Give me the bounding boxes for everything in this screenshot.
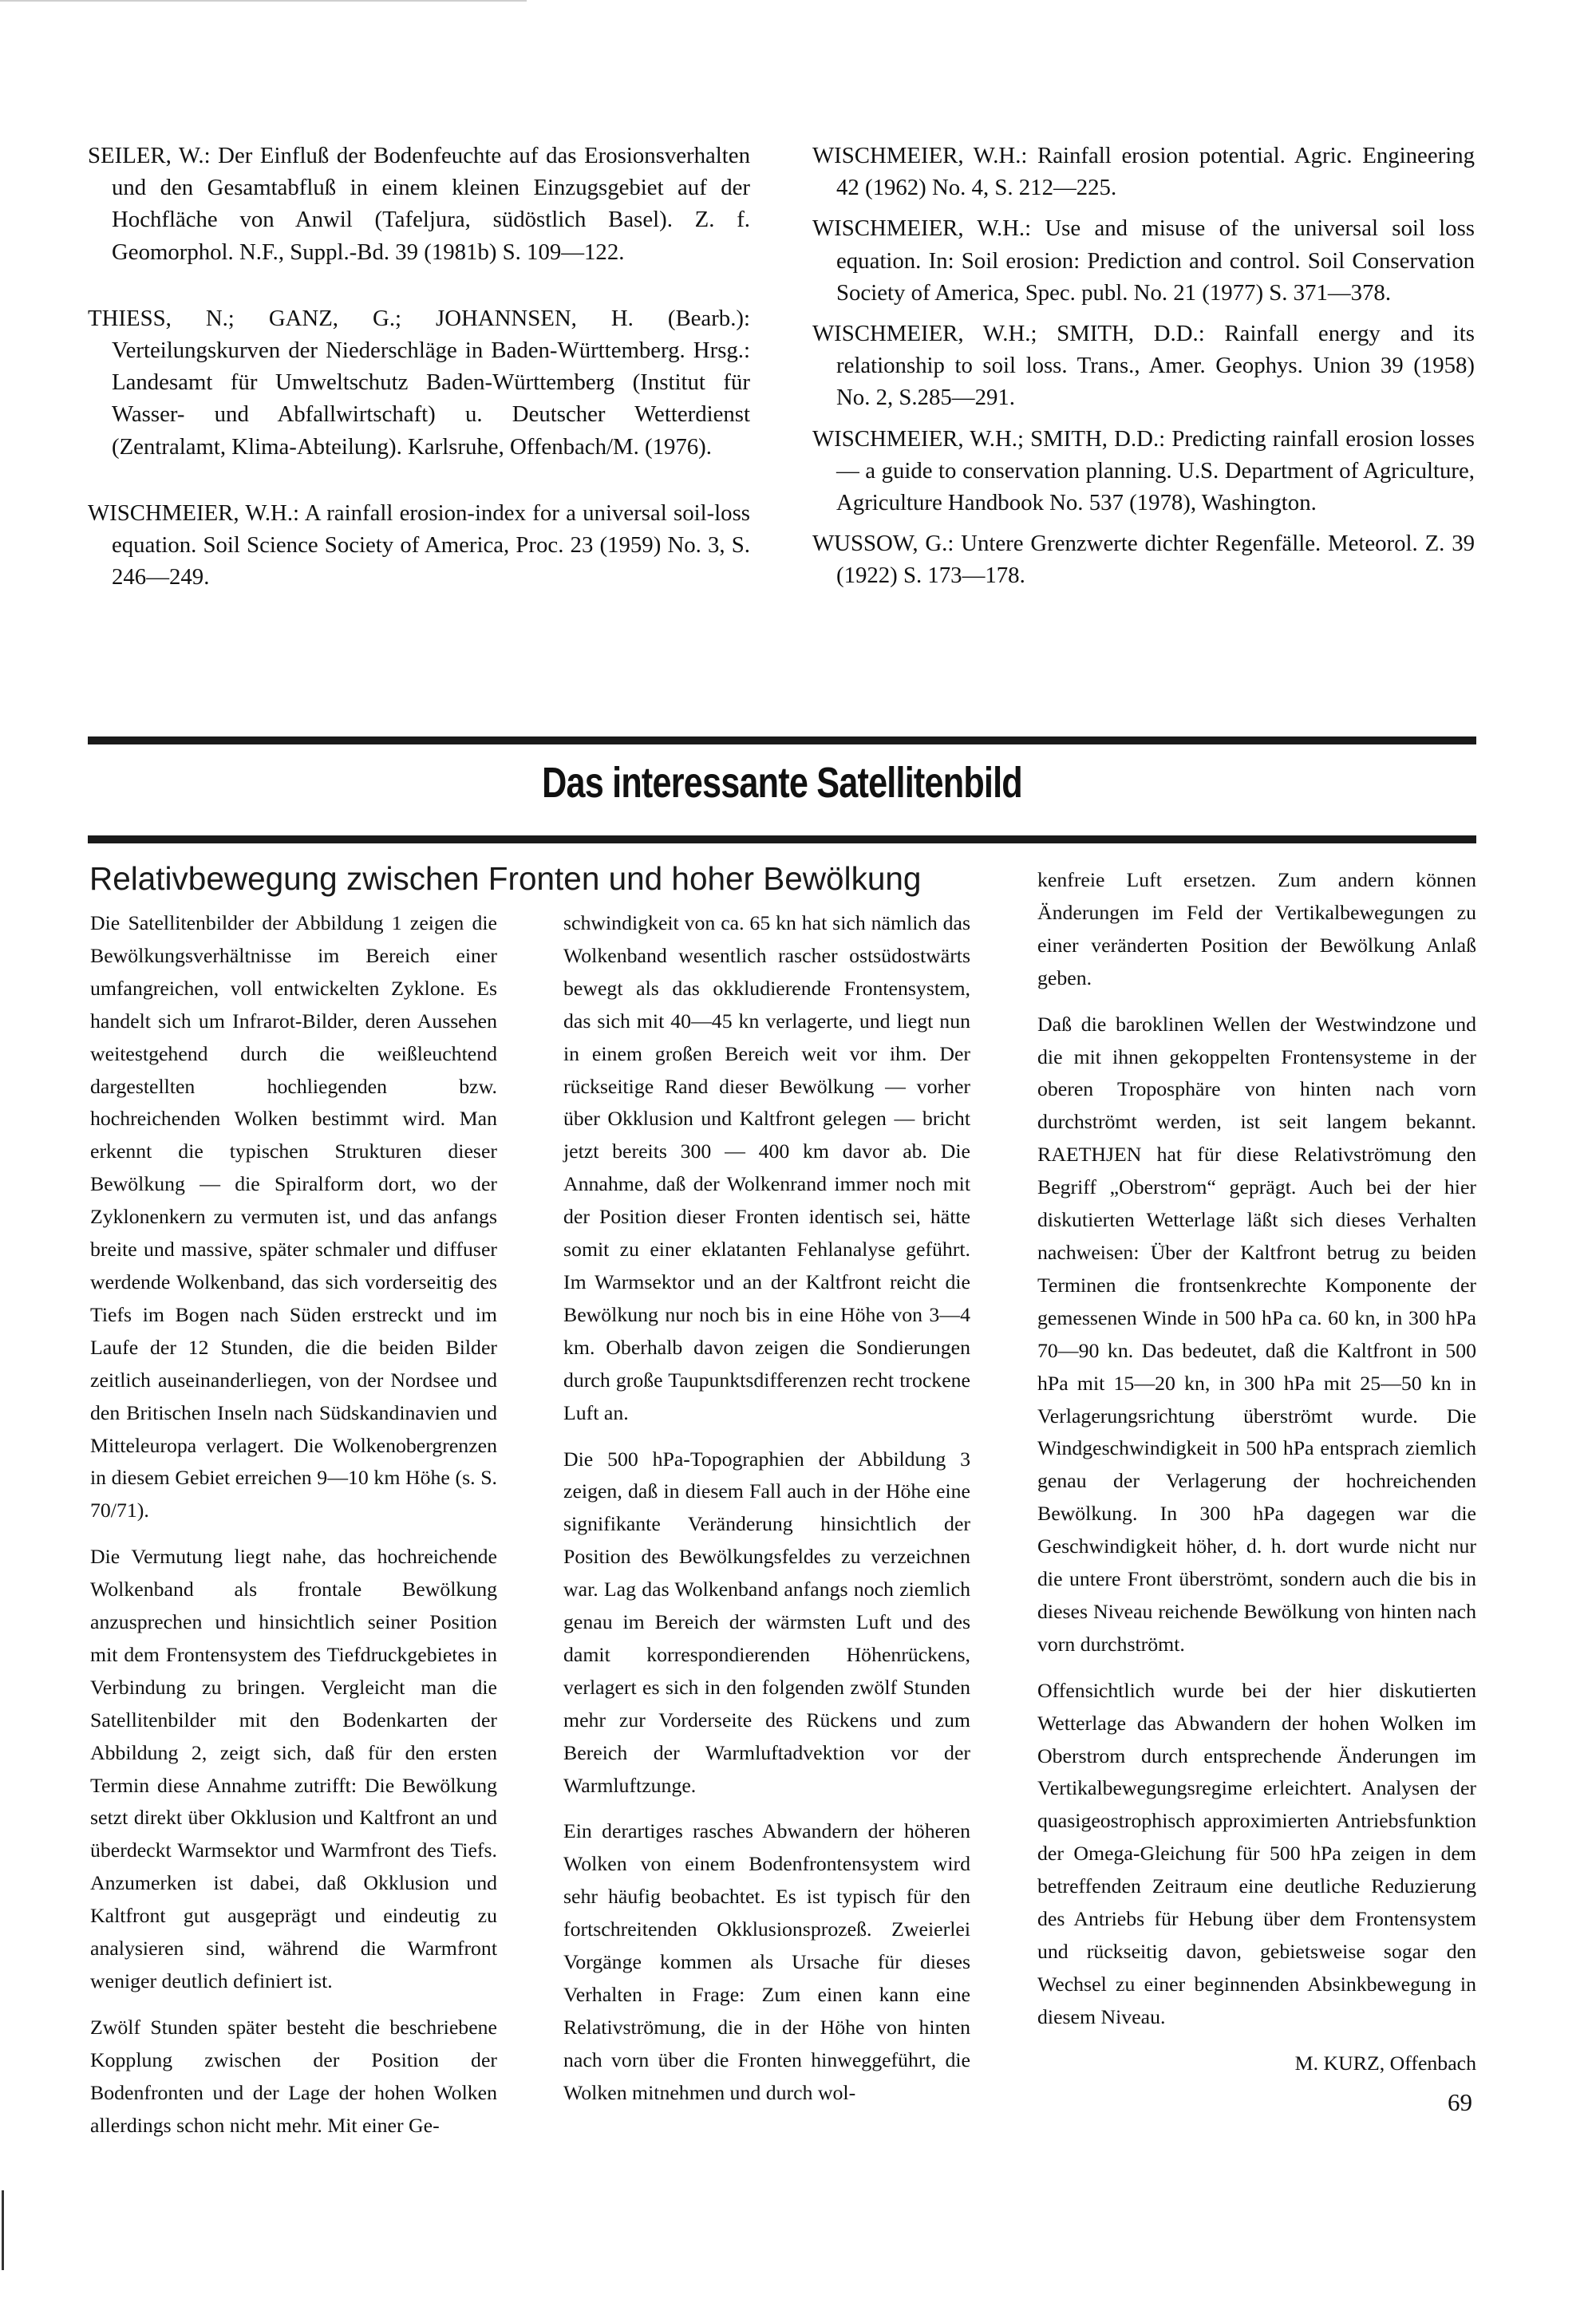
section-rule-bottom [88, 835, 1476, 843]
reference-entry: WUSSOW, G.: Untere Grenzwerte dichter Regenfälle. Meteorol. Z. 39 (1922) S. 173—178. [812, 531, 1475, 589]
paragraph: Die Satellitenbilder der Abbildung 1 zeigen die Bewölkungsverhältnisse im Bereich einer umfangreichen, voll entwickelten Zyklone. Es handelt sich um Infrarot-Bilder, deren Aussehen weitestgehend durch die weißleuchtend dargestellten hochliegenden bzw. hochreichenden Wolken bestimmt wird. Man erkennt die typischen Strukturen dieser Bewölkung — die Spiralform dort, wo der Zyklonenkern zu vermuten ist, und das anfangs breite und massive, später schmaler und diffuser werdende Wolkenband, das sich vorderseitig des Tiefs im Bogen nach Süden erstreckt und im Laufe der 12 Stunden, die die beiden Bilder zeitlich auseinanderliegen, von der Nordsee und den Britischen Inseln nach Südskandinavien und Mitteleuropa verlagert. Die Wolkenobergrenzen in diesem Gebiet erreichen 9—10 km Höhe (s. S. 70/71). [90, 911, 497, 1522]
reference-entry: WISCHMEIER, W.H.: Use and misuse of the universal soil loss equation. In: Soil erosion: Prediction and control. Soil Conservation Society of America, Spec. publ. No. 21 (1977) S. 371—378. [812, 215, 1475, 306]
author-signature: M. KURZ, Offenbach [1294, 2051, 1476, 2075]
paragraph: Offensichtlich wurde bei der hier diskutierten Wetterlage das Abwandern der hohen Wolken im Oberstrom durch entsprechende Änderungen im Vertikalbewegungsregime erleichtert. Analysen der quasigeostrophisch approximierten Antriebsfunktion der Omega-Gleichung für 500 hPa zeigen in dem betreffenden Zeitraum eine deutliche Reduzierung des Antriebs für Hebung über dem Frontensystem und rückseitig davon, gebietsweise sogar den Wechsel zu einer beginnenden Absinkbewegung in diesem Niveau. [1037, 1678, 1476, 2028]
section-heading: Das interessante Satellitenbild [542, 759, 1022, 807]
paragraph: schwindigkeit von ca. 65 kn hat sich nämlich das Wolkenband wesentlich rascher ostsüdostwärts bewegt als das okkludierende Frontensystem, das sich mit 40—45 kn verlagerte, und liegt nun in einem großen Bereich weit vor ihm. Der rückseitige Rand dieser Bewölkung — vorher über Okklusion und Kaltfront gelegen — bricht jetzt bereits 300 — 400 km davor ab. Die Annahme, daß der Wolkenrand immer noch mit der Position dieser Fronten identisch sei, hätte somit zu einer eklatanten Fehlanalyse geführt. Im Warmsektor und an der Kaltfront reicht die Bewölkung nur noch bis in eine Höhe von 3—4 km. Oberhalb davon zeigen die Sondierungen durch große Taupunktsdifferenzen recht trockene Luft an. [563, 911, 970, 1424]
paragraph: Die Vermutung liegt nahe, das hochreichende Wolkenband als frontale Bewölkung anzusprechen und hinsichtlich seiner Position mit dem Frontensystem des Tiefdruckgebietes in Verbindung zu bringen. Vergleicht man die Satellitenbilder mit den Bodenkarten der Abbildung 2, zeigt sich, daß für den ersten Termin diese Annahme zutrifft: Die Bewölkung setzt direkt über Okklusion und Kaltfront an und überdeckt Warmsektor und Warmfront des Tiefs. Anzumerken ist dabei, daß Okklusion und Kaltfront gut ausgeprägt und eindeutig zu analysieren sind, während die Warmfront weniger deutlich definiert ist. [90, 1545, 497, 1992]
paragraph: Die 500 hPa-Topographien der Abbildung 3 zeigen, daß in diesem Fall auch in der Höhe eine signifikante Veränderung hinsichtlich der Position des Bewölkungsfeldes zu verzeichnen war. Lag das Wolkenband anfangs noch ziemlich genau im Bereich der wärmsten Luft und des damit korrespondierenden Höhenrückens, verlagert es sich in den folgenden zwölf Stunden mehr zur Vorderseite des Rückens und zum Bereich der Warmluftadvektion vor der Warmluftzunge. [563, 1447, 970, 1797]
article-column-3 [1037, 864, 1476, 2094]
reference-entry: WISCHMEIER, W.H.: A rainfall erosion-index for a universal soil-loss equation. Soil Science Society of America, Proc. 23 (1959) No. 3, S. 246—249. [88, 500, 750, 590]
reference-entry: THIESS, N.; GANZ, G.; JOHANNSEN, H. (Bearb.): Verteilungskurven der Niederschläge in Baden-Württemberg. Hrsg.: Landesamt für Umweltschutz Baden-Württemberg (Institut für Wasser- und Abfallwirtschaft) u. Deutscher Wetterdienst (Zentralamt, Klima-Abteilung). Karlsruhe, Offenbach/M. (1976). [88, 305, 750, 460]
article-title: Relativbewegung zwischen Fronten und hoher Bewölkung [89, 860, 922, 897]
paragraph: kenfreie Luft ersetzen. Zum andern können Änderungen im Feld der Vertikalbewegungen zu einer veränderten Position der Bewölkung Anlaß geben. [1037, 868, 1476, 989]
reference-entry: WISCHMEIER, W.H.; SMITH, D.D.: Predicting rainfall erosion losses — a guide to conservation planning. U.S. Department of Agriculture, Agriculture Handbook No. 537 (1978), Washington. [812, 425, 1475, 516]
reference-entry: WISCHMEIER, W.H.: Rainfall erosion potential. Agric. Engineering 42 (1962) No. 4, S. 212—225. [812, 143, 1475, 201]
article-column-2 [563, 907, 970, 2123]
paragraph: Ein derartiges rasches Abwandern der höheren Wolken von einem Bodenfrontensystem wird sehr häufig beobachtet. Es ist typisch für den fortschreitenden Okklusionsprozeß. Zweierlei Vorgänge kommen als Ursache für dieses Verhalten in Frage: Zum einen kann eine Relativströmung, die in der Höhe von hinten nach vorn über die Fronten hinweggeführt, die Wolken mitnehmen und durch wol- [563, 1819, 970, 2104]
references-left-column [88, 140, 750, 627]
references-right-column [812, 140, 1475, 601]
paragraph: Zwölf Stunden später besteht die beschriebene Kopplung zwischen der Position der Bodenfronten und der Lage der hohen Wolken allerdings schon nicht mehr. Mit einer Ge- [90, 2015, 497, 2137]
page-number: 69 [1448, 2088, 1472, 2116]
reference-entry: WISCHMEIER, W.H.; SMITH, D.D.: Rainfall energy and its relationship to soil loss. Trans., Amer. Geophys. Union 39 (1958) No. 2, S.285—291. [812, 321, 1475, 411]
paragraph: Daß die baroklinen Wellen der Westwindzone und die mit ihnen gekoppelten Frontensysteme in der oberen Troposphäre von hinten nach vorn durchströmt werden, ist seit langem bekannt. RAETHJEN hat für diese Relativströmung den Begriff „Oberstrom“ geprägt. Auch bei der hier diskutierten Wetterlage läßt sich dieses Verhalten nachweisen: Über der Kaltfront betrug zu beiden Terminen die frontsenkrechte Komponente der gemessenen Winde in 500 hPa ca. 60 kn, in 300 hPa 70—90 kn. Das bedeutet, daß die Kaltfront in 500 hPa mit 15—20 kn, in 300 hPa mit 25—50 kn in Verlagerungsrichtung überströmt wurde. Die Windgeschwindigkeit in 500 hPa entsprach ziemlich genau der Verlagerung der hochreichenden Bewölkung. In 300 hPa dagegen war die Geschwindigkeit höher, d. h. dort wurde nicht nur die untere Front überströmt, sondern auch die bis in dieses Niveau reichende Bewölkung von hinten nach vorn durchströmt. [1037, 1012, 1476, 1656]
section-rule-top [88, 736, 1476, 744]
top-edge-line [0, 0, 527, 2]
article-column-1 [90, 907, 497, 2156]
reference-entry: SEILER, W.: Der Einfluß der Bodenfeuchte auf das Erosionsverhalten und den Gesamtabfluß in einem kleinen Einzugsgebiet auf der Hochfläche von Anwil (Tafeljura, südöstlich Basel). Z. f. Geomorphol. N.F., Suppl.-Bd. 39 (1981b) S. 109—122. [88, 143, 750, 265]
scan-edge-mark [2, 2190, 4, 2270]
